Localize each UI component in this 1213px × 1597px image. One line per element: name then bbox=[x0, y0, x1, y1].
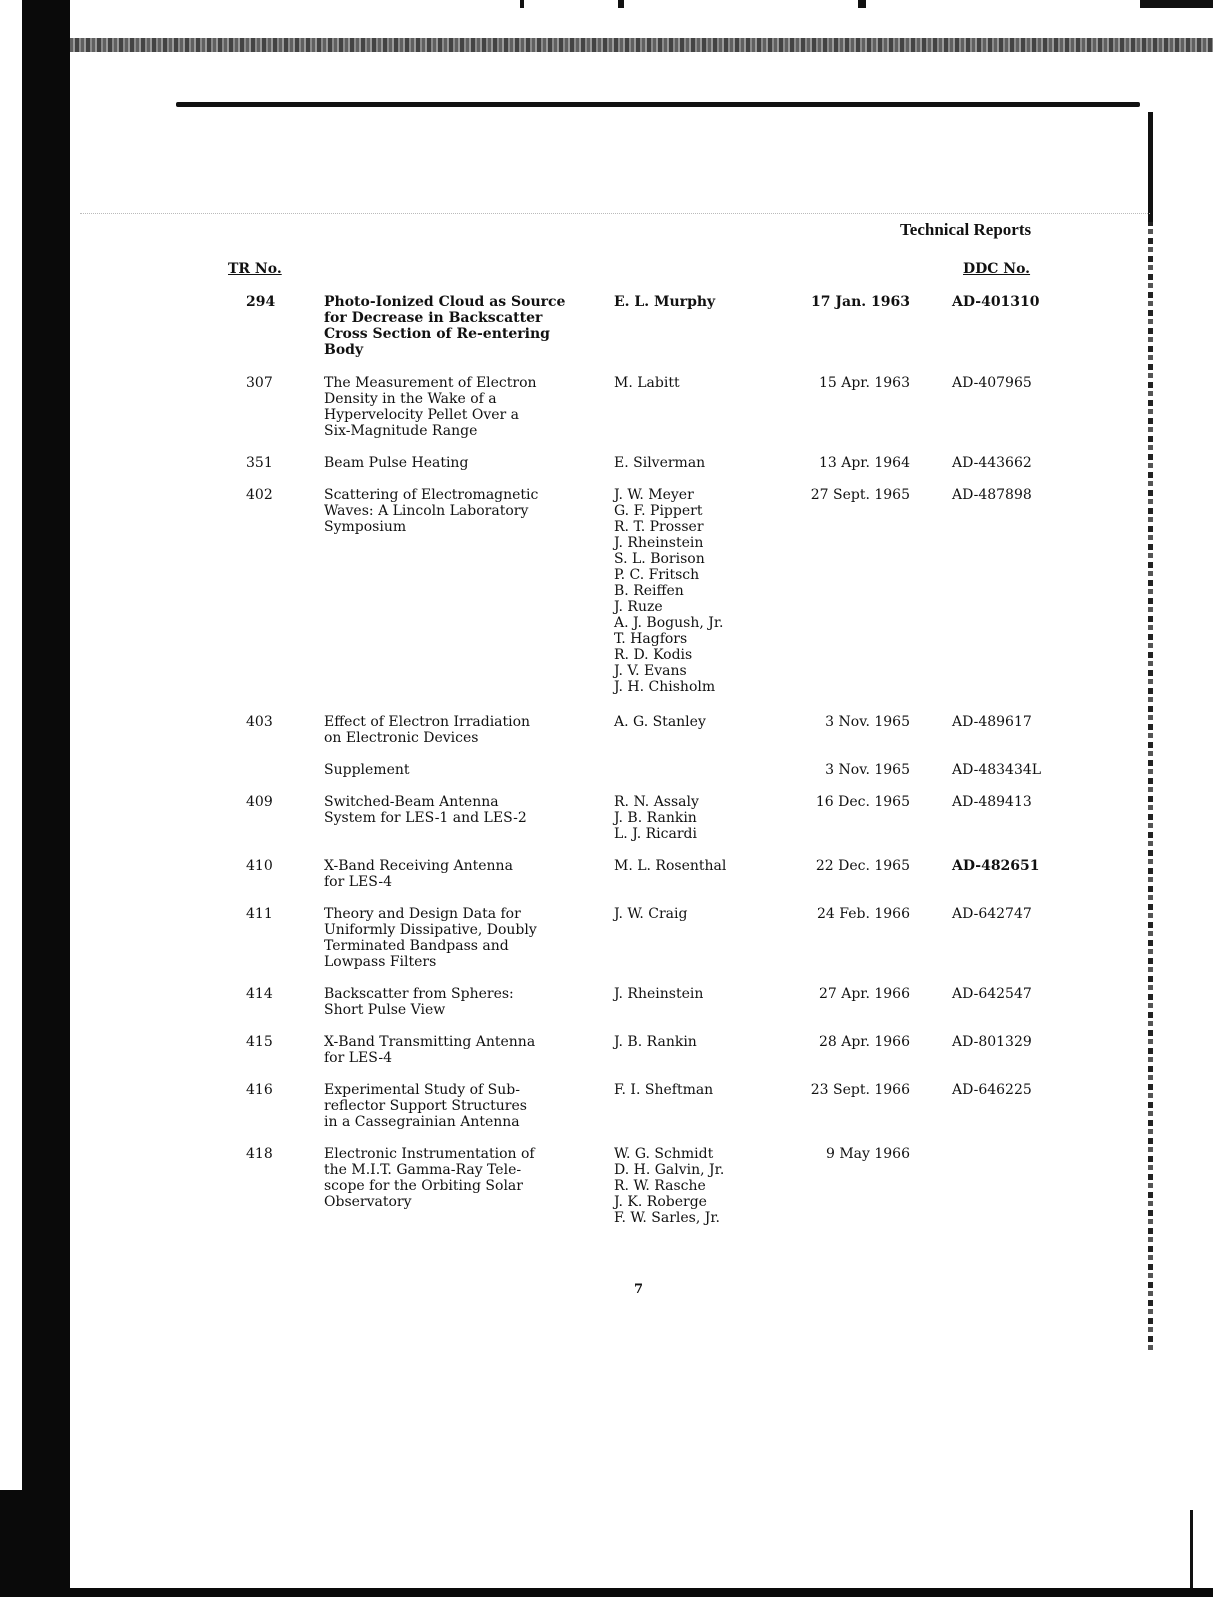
report-authors: J. B. Rankin bbox=[614, 1034, 697, 1050]
report-title: Supplement bbox=[324, 762, 410, 778]
report-ddc-number: AD-646225 bbox=[952, 1082, 1032, 1098]
report-ddc-number: AD-443662 bbox=[952, 455, 1032, 471]
section-title: Technical Reports bbox=[900, 220, 1032, 239]
report-ddc-number: AD-401310 bbox=[952, 294, 1040, 310]
report-authors: J. W. Craig bbox=[614, 906, 688, 922]
report-date: 28 Apr. 1966 bbox=[818, 1034, 910, 1050]
report-number: 409 bbox=[246, 794, 273, 810]
report-date: 24 Feb. 1966 bbox=[817, 906, 910, 922]
report-ddc-number: AD-801329 bbox=[952, 1034, 1032, 1050]
report-authors: W. G. Schmidt D. H. Galvin, Jr. R. W. Rasche J. K. Roberge F. W. Sarles, Jr. bbox=[614, 1146, 725, 1226]
report-number: 416 bbox=[246, 1082, 273, 1098]
report-title: Effect of Electron Irradiation on Electronic Devices bbox=[324, 714, 531, 746]
column-header-tr-no: TR No. bbox=[228, 261, 282, 277]
report-date: 23 Sept. 1966 bbox=[810, 1082, 910, 1098]
report-number: 351 bbox=[246, 455, 273, 471]
report-number: 403 bbox=[246, 714, 273, 730]
report-date: 16 Dec. 1965 bbox=[815, 794, 910, 810]
report-title: Theory and Design Data for Uniformly Dissipative, Doubly Terminated Bandpass and Lowpass Filters bbox=[324, 906, 537, 970]
report-ddc-number: AD-642747 bbox=[952, 906, 1032, 922]
scan-dotted-line bbox=[80, 213, 1150, 214]
column-header-ddc-no: DDC No. bbox=[963, 261, 1031, 277]
report-title: Scattering of Electromagnetic Waves: A Lincoln Laboratory Symposium bbox=[324, 487, 539, 535]
report-date: 13 Apr. 1964 bbox=[818, 455, 910, 471]
report-date: 22 Dec. 1965 bbox=[815, 858, 910, 874]
report-number: 294 bbox=[246, 294, 276, 310]
report-title: Experimental Study of Sub- reflector Support Structures in a Cassegrainian Antenna bbox=[324, 1082, 527, 1130]
report-authors: J. W. Meyer G. F. Pippert R. T. Prosser J. Rheinstein S. L. Borison P. C. Fritsch B. Reiffen J. Ruze A. J. Bogush, Jr. T. Hagfors R. D. Kodis J. V. Evans J. H. Chisholm bbox=[614, 487, 724, 695]
report-title: Switched-Beam Antenna System for LES-1 and LES-2 bbox=[324, 794, 527, 826]
scan-mark bbox=[618, 0, 624, 8]
report-number: 415 bbox=[246, 1034, 273, 1050]
scan-mark bbox=[858, 0, 866, 8]
report-date: 17 Jan. 1963 bbox=[811, 294, 910, 310]
report-authors: E. L. Murphy bbox=[614, 294, 716, 310]
header-rule bbox=[176, 102, 1140, 107]
report-date: 9 May 1966 bbox=[825, 1146, 910, 1162]
report-ddc-number: AD-407965 bbox=[952, 375, 1032, 391]
scan-right-edge bbox=[1148, 112, 1153, 1352]
page-number: 7 bbox=[634, 1282, 644, 1297]
report-title: Electronic Instrumentation of the M.I.T. Gamma-Ray Tele- scope for the Orbiting Solar Observatory bbox=[324, 1146, 535, 1210]
report-authors: A. G. Stanley bbox=[614, 714, 706, 730]
report-authors: F. I. Sheftman bbox=[614, 1082, 714, 1098]
report-authors: E. Silverman bbox=[614, 455, 706, 471]
scan-binding-shadow bbox=[22, 0, 70, 1597]
report-authors: M. Labitt bbox=[614, 375, 680, 391]
report-date: 3 Nov. 1965 bbox=[825, 714, 910, 730]
report-number: 418 bbox=[246, 1146, 273, 1162]
report-date: 27 Sept. 1965 bbox=[810, 487, 910, 503]
report-ddc-number: AD-487898 bbox=[952, 487, 1032, 503]
report-authors: J. Rheinstein bbox=[614, 986, 704, 1002]
report-authors: R. N. Assaly J. B. Rankin L. J. Ricardi bbox=[614, 794, 699, 842]
report-date: 3 Nov. 1965 bbox=[825, 762, 910, 778]
scan-mark bbox=[1140, 0, 1213, 8]
report-title: X-Band Receiving Antenna for LES-4 bbox=[324, 858, 513, 890]
report-authors: M. L. Rosenthal bbox=[614, 858, 727, 874]
report-title: Backscatter from Spheres: Short Pulse View bbox=[324, 986, 514, 1018]
scan-right-edge-top bbox=[1148, 112, 1153, 222]
report-number: 414 bbox=[246, 986, 273, 1002]
scan-mark bbox=[520, 0, 524, 8]
report-title: Photo-Ionized Cloud as Source for Decrease in Backscatter Cross Section of Re-entering Body bbox=[324, 294, 566, 358]
scan-corner-mark bbox=[1190, 1510, 1213, 1593]
scan-binding-shadow-foot bbox=[0, 1490, 30, 1597]
report-number: 402 bbox=[246, 487, 273, 503]
report-number: 307 bbox=[246, 375, 273, 391]
report-title: The Measurement of Electron Density in the Wake of a Hypervelocity Pellet Over a Six-Magnitude Range bbox=[324, 375, 537, 439]
report-number: 410 bbox=[246, 858, 273, 874]
report-ddc-number: AD-483434L bbox=[952, 762, 1042, 778]
report-ddc-number: AD-489617 bbox=[952, 714, 1032, 730]
report-title: Beam Pulse Heating bbox=[324, 455, 469, 471]
report-ddc-number: AD-489413 bbox=[952, 794, 1032, 810]
scan-top-band bbox=[70, 38, 1213, 52]
report-title: X-Band Transmitting Antenna for LES-4 bbox=[324, 1034, 536, 1066]
report-ddc-number: AD-642547 bbox=[952, 986, 1032, 1002]
report-ddc-number: AD-482651 bbox=[952, 858, 1040, 874]
scan-bottom-edge bbox=[0, 1588, 1213, 1597]
report-date: 27 Apr. 1966 bbox=[818, 986, 910, 1002]
report-date: 15 Apr. 1963 bbox=[818, 375, 910, 391]
report-number: 411 bbox=[246, 906, 273, 922]
